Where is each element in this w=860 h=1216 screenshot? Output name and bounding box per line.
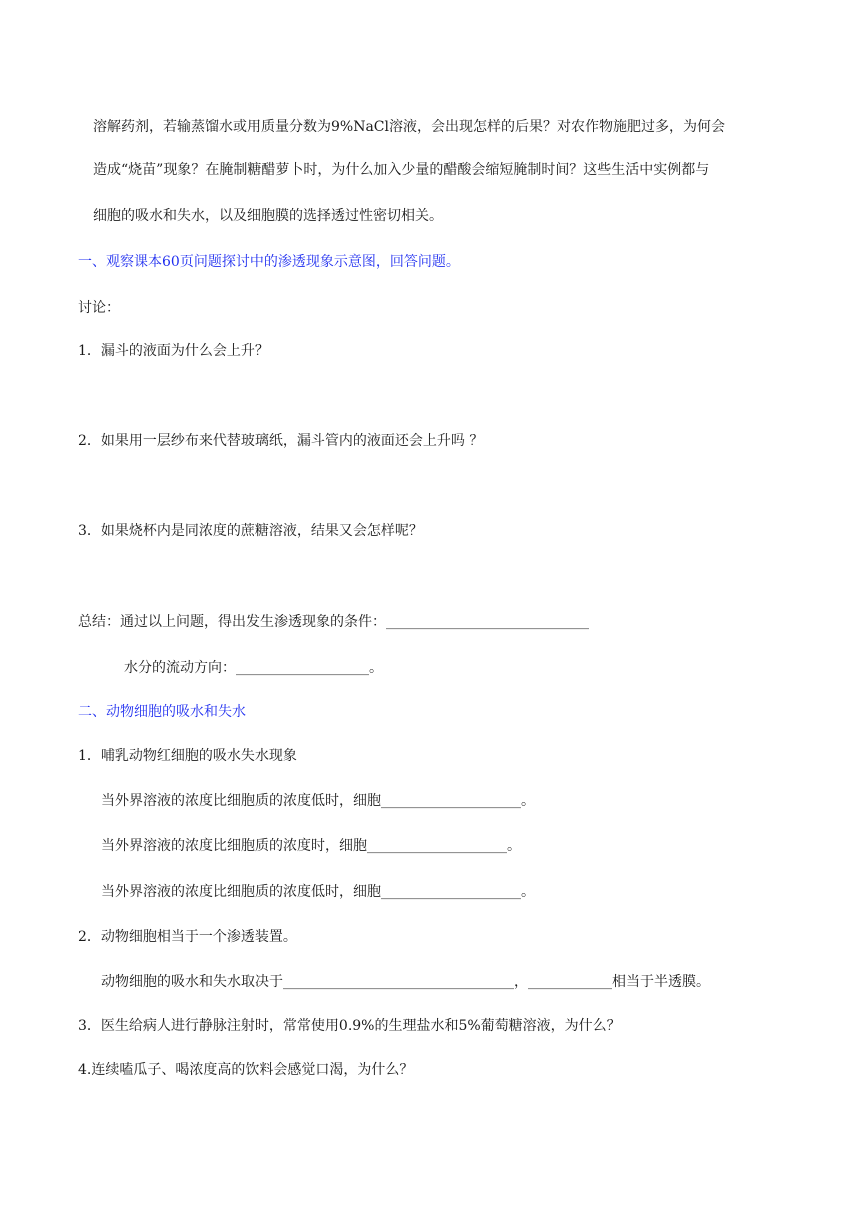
- intro-line-2: 造成“烧苗”现象？在腌制糖醋萝卜时，为什么加入少量的醋酸会缩短腌制时间？这些生活中实例都与: [93, 162, 710, 178]
- item-2-title: 2．动物细胞相当于一个渗透装置。: [78, 929, 297, 945]
- discussion-label: 讨论：: [78, 300, 120, 316]
- water-flow-direction: 水分的流动方向：___________________。: [124, 660, 383, 676]
- item-4-question: 4.连续嗑瓜子、喝浓度高的饮料会感觉口渴，为什么？: [78, 1062, 414, 1078]
- question-2: 2．如果用一层纱布来代替玻璃纸，漏斗管内的液面还会上升吗 ？: [78, 433, 484, 449]
- intro-line-1: 溶解药剂，若输蒸馏水或用质量分数为9%NaCl溶液，会出现怎样的后果？对农作物施肥过多，为何会: [93, 119, 725, 135]
- summary-conditions: 总结：通过以上问题，得出发生渗透现象的条件：_____________________________: [78, 614, 589, 630]
- section-1-heading: 一、观察课本60页问题探讨中的渗透现象示意图，回答问题。: [78, 254, 460, 270]
- question-1: 1．漏斗的液面为什么会上升？: [78, 343, 269, 359]
- item-1-statement-b: 当外界溶液的浓度比细胞质的浓度时，细胞____________________。: [101, 838, 521, 854]
- item-2-text: 动物细胞的吸水和失水取决于_________________________________，____________相当于半透膜。: [101, 974, 710, 990]
- item-1-title: 1．哺乳动物红细胞的吸水失水现象: [78, 748, 297, 764]
- intro-line-3: 细胞的吸水和失水，以及细胞膜的选择透过性密切相关。: [93, 208, 443, 224]
- question-3: 3．如果烧杯内是同浓度的蔗糖溶液，结果又会怎样呢？: [78, 523, 423, 539]
- item-1-statement-c: 当外界溶液的浓度比细胞质的浓度低时，细胞____________________。: [101, 884, 535, 900]
- item-1-statement-a: 当外界溶液的浓度比细胞质的浓度低时，细胞____________________。: [101, 793, 535, 809]
- item-3-question: 3．医生给病人进行静脉注射时，常常使用0.9%的生理盐水和5%葡萄糖溶液，为什么？: [78, 1018, 621, 1034]
- section-2-heading: 二、动物细胞的吸水和失水: [78, 704, 246, 720]
